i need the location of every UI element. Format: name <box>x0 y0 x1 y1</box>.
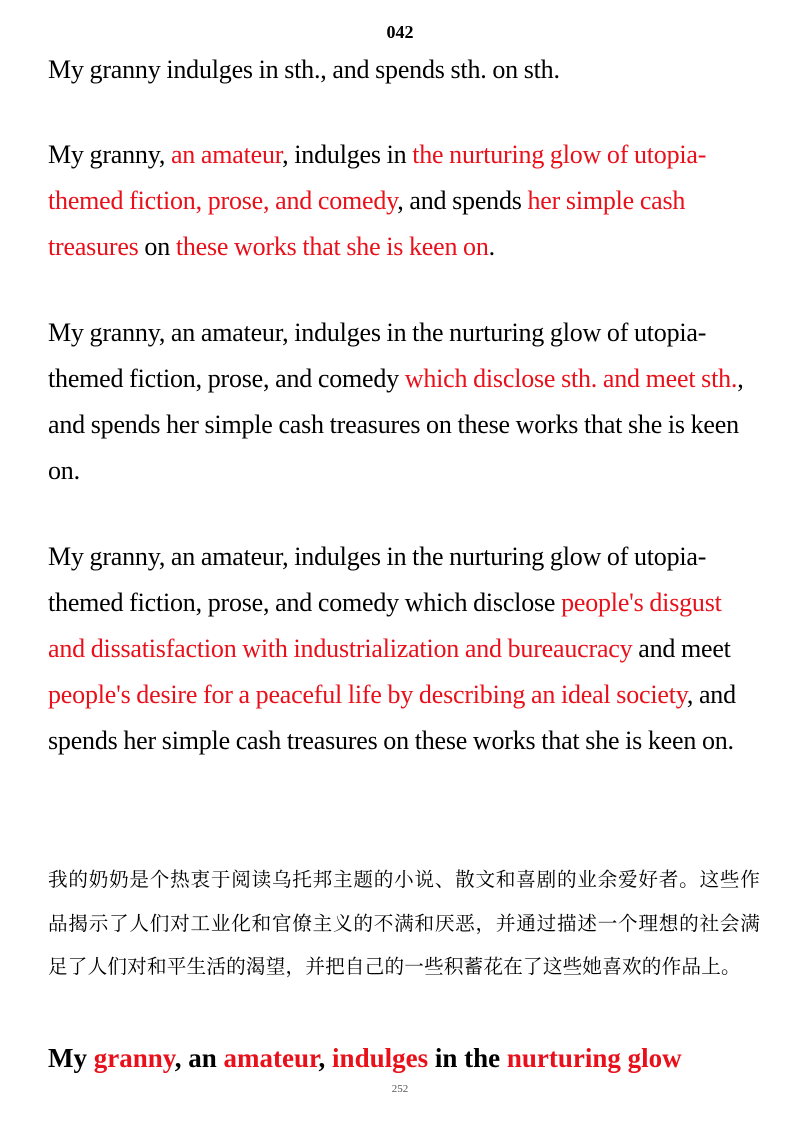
bold-keyword-line <box>48 1038 760 1078</box>
highlighted-phrase: these works that she is keen on <box>175 232 489 261</box>
highlighted-phrase: people's desire for a peaceful life by describing an ideal society <box>48 680 687 709</box>
text-segment: My granny, <box>48 140 171 169</box>
text-segment: , and spends her simple cash treasures on these works that she is keen on. <box>48 364 744 485</box>
chinese-translation: 我的奶奶是个热衷于阅读乌托邦主题的小说、散文和喜剧的业余爱好者。这些作品揭示了人们对工业化和官僚主义的不满和厌恶，并通过描述一个理想的社会满足了人们对和平生活的渴望，并把自己的一些积蓄花在了这些她喜欢的作品上。 <box>48 868 760 978</box>
keyword: granny <box>93 1043 175 1073</box>
keyword: indulges <box>332 1043 429 1073</box>
highlighted-phrase: her simple cash treasures <box>48 186 686 261</box>
text-segment: My granny, an amateur, indulges in the nurturing glow of utopia-themed fiction, prose, and comedy <box>48 318 707 393</box>
highlighted-phrase: which disclose sth. and meet sth. <box>404 364 738 393</box>
text-segment: , indulges in <box>282 140 413 169</box>
highlighted-phrase: people's disgust and dissatisfaction with industrialization and bureaucracy <box>48 588 722 663</box>
text-segment: on <box>138 232 176 261</box>
text-segment: My granny, an amateur, indulges in the nurturing glow of utopia-themed fiction, prose, and comedy which disclose <box>48 542 707 617</box>
text-segment: and meet <box>632 634 731 663</box>
keyword: nurturing glow <box>506 1043 682 1073</box>
text-segment: , and spends <box>397 186 528 215</box>
text-segment: , <box>318 1043 333 1073</box>
text-segment: , and spends her simple cash treasures on these works that she is keen on. <box>48 680 736 755</box>
text-segment: , an <box>174 1043 224 1073</box>
highlighted-phrase: an amateur <box>170 140 283 169</box>
text-segment: My granny indulges in sth., and spends sth. on sth. <box>48 55 560 84</box>
expanded-sentence-paragraph-2 <box>48 310 760 494</box>
highlighted-phrase: the nurturing glow of utopia-themed fiction, prose, and comedy <box>48 140 707 215</box>
text-segment: My <box>48 1043 94 1073</box>
keyword: amateur <box>223 1043 319 1073</box>
text-segment: in the <box>428 1043 507 1073</box>
sentence-pattern-paragraph <box>48 47 760 93</box>
page-header-number: 042 <box>386 22 414 42</box>
page-footer-number: 252 <box>391 1083 409 1095</box>
expanded-sentence-paragraph-1 <box>48 132 760 270</box>
text-segment: . <box>488 232 495 261</box>
expanded-sentence-paragraph-3 <box>48 534 760 764</box>
